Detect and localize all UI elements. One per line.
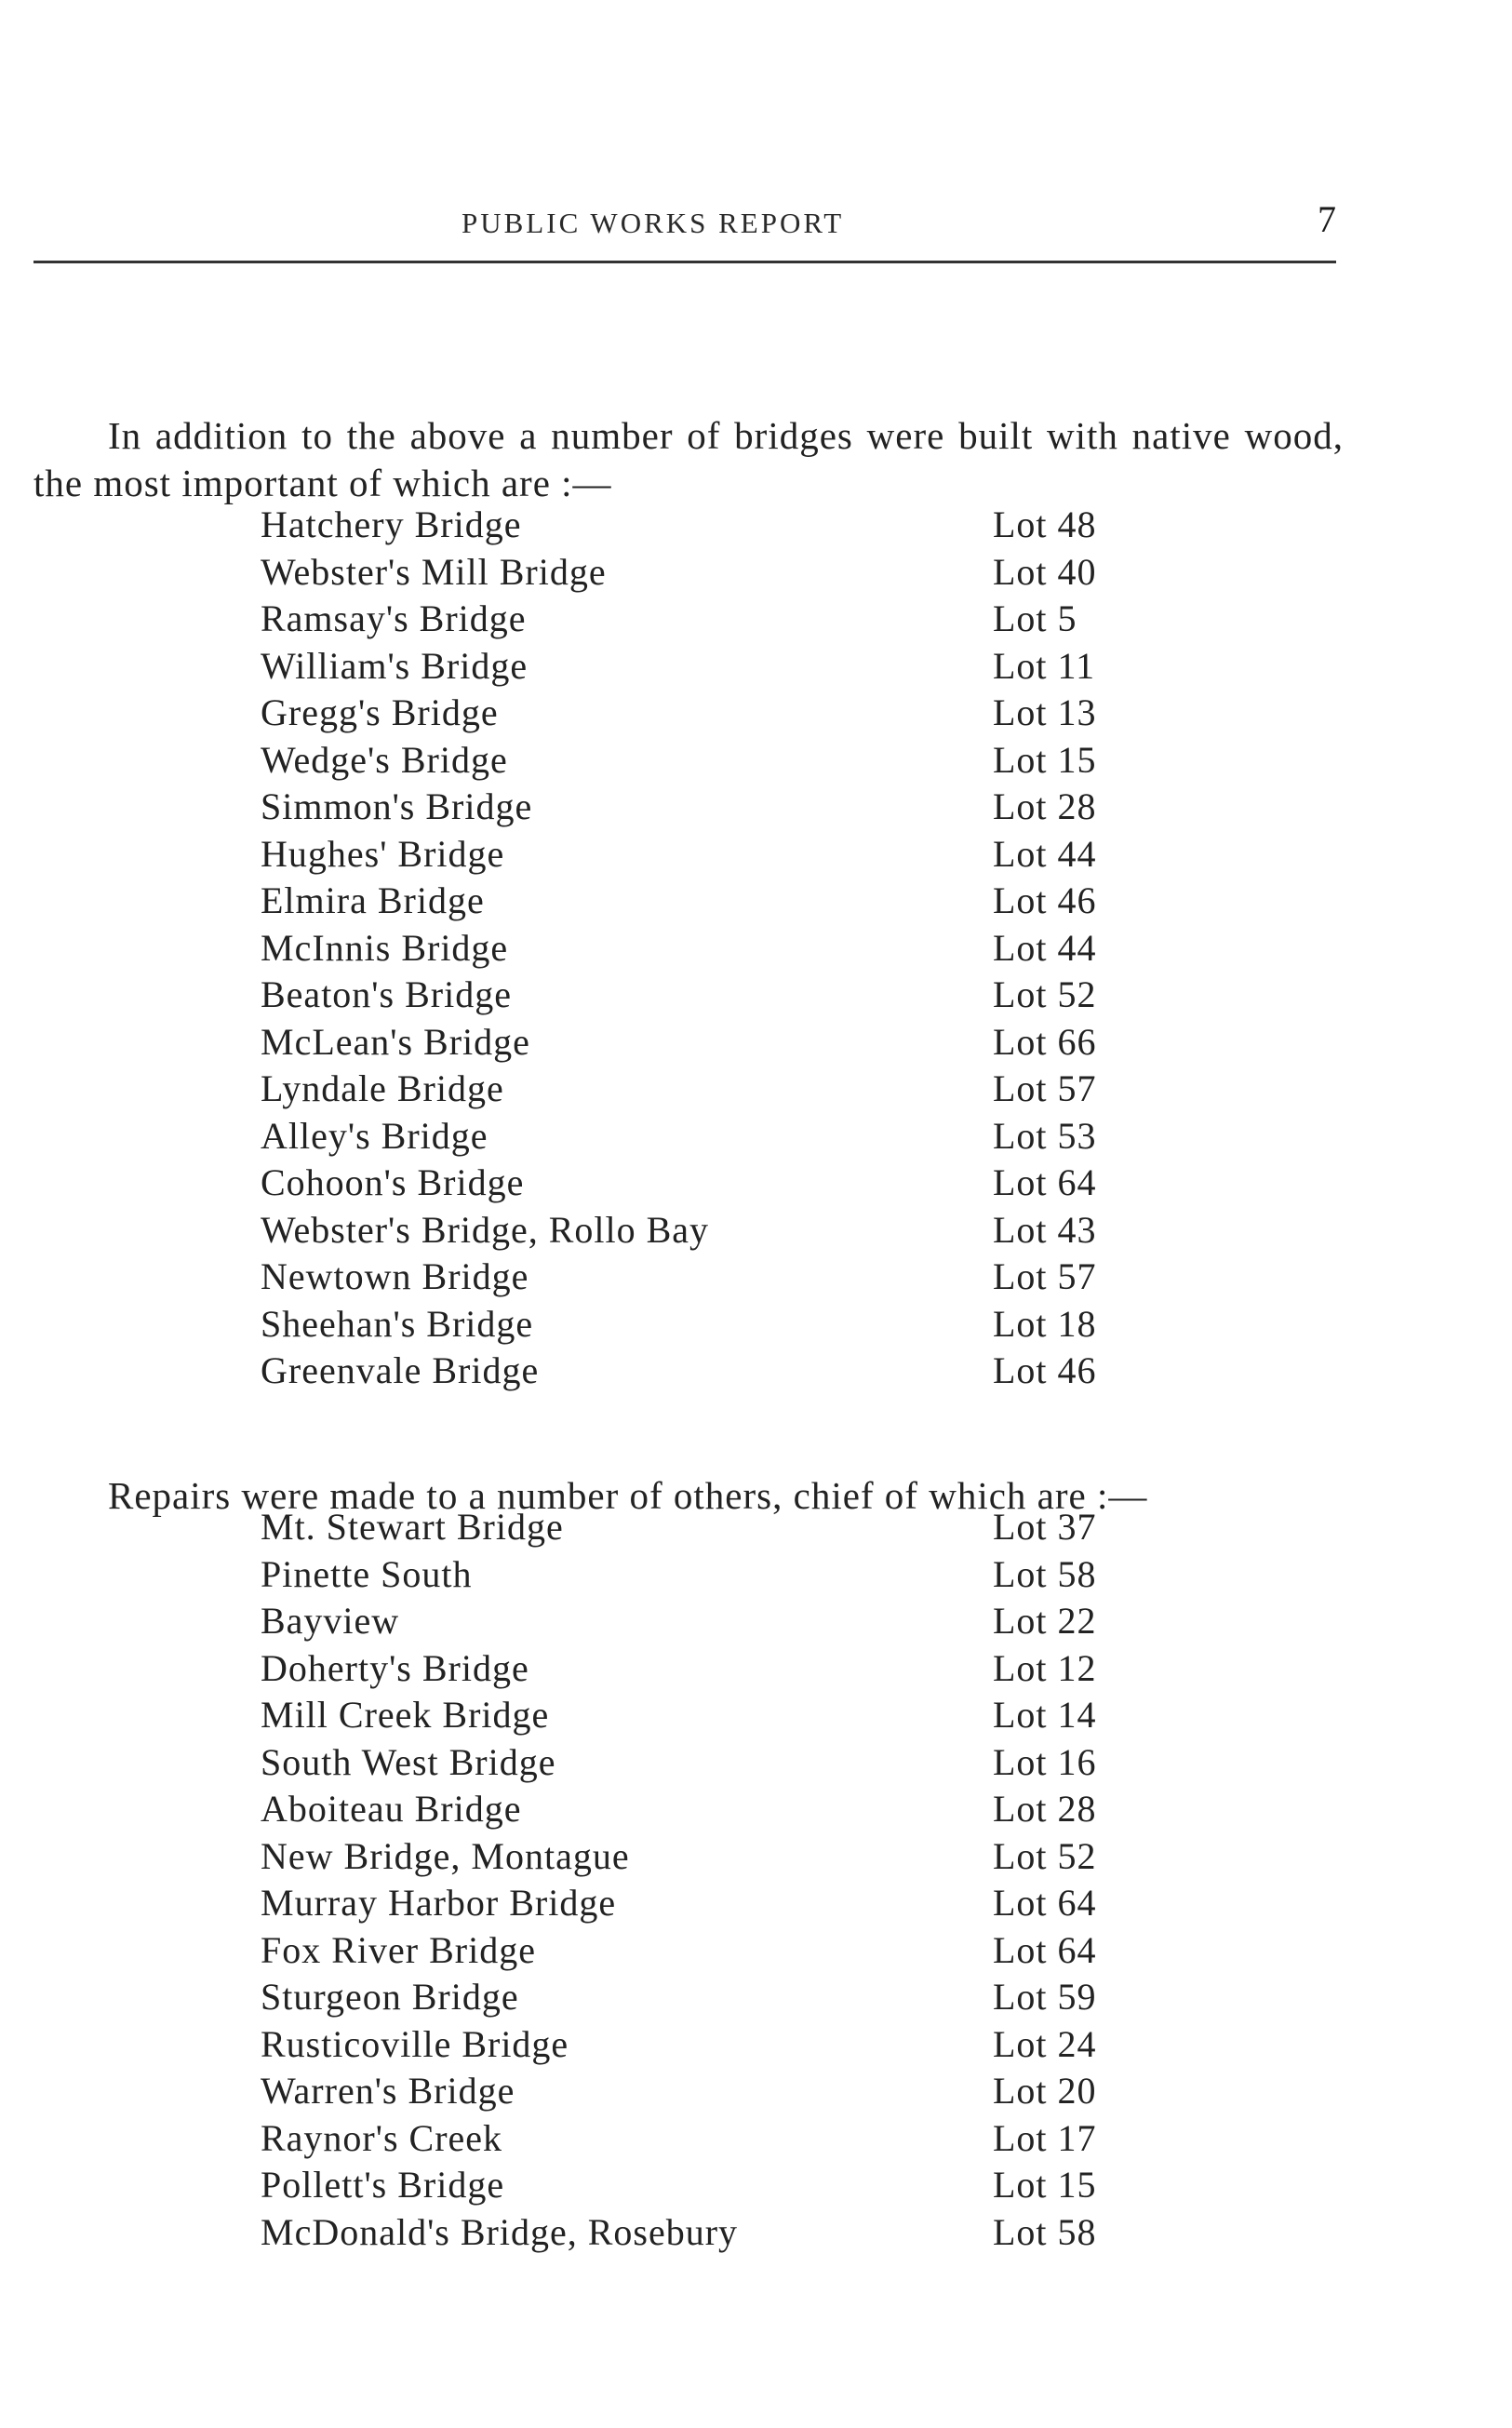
bridge-name: Cohoon's Bridge — [261, 1161, 525, 1203]
bridge-lot: Lot 24 — [993, 2022, 1097, 2065]
bridge-lot: Lot 28 — [993, 1788, 1097, 1830]
bridge-name: South West Bridge — [261, 1740, 556, 1783]
bridge-name: Raynor's Creek — [261, 2116, 503, 2159]
bridge-name: Doherty's Bridge — [261, 1646, 529, 1689]
bridge-row — [261, 878, 1144, 925]
bridge-lot: Lot 64 — [993, 1882, 1097, 1924]
bridge-lot: Lot 57 — [993, 1067, 1097, 1109]
bridge-row — [261, 925, 1144, 973]
bridge-lot: Lot 22 — [993, 1600, 1097, 1642]
bridge-name: Mill Creek Bridge — [261, 1694, 550, 1736]
bridge-lot: Lot 52 — [993, 1834, 1097, 1877]
bridge-lot: Lot 59 — [993, 1976, 1097, 2018]
bridge-row — [261, 2115, 1144, 2163]
bridge-lot: Lot 44 — [993, 832, 1097, 875]
bridge-name: Pollett's Bridge — [261, 2164, 505, 2206]
bridge-row — [261, 1927, 1144, 1975]
running-header — [33, 197, 1336, 244]
bridge-name: Bayview — [261, 1600, 400, 1642]
built-bridges-list — [261, 502, 1144, 1395]
bridge-lot: Lot 52 — [993, 973, 1097, 1015]
bridge-row — [261, 1739, 1144, 1787]
bridge-lot: Lot 15 — [993, 2164, 1097, 2206]
bridge-name: Pinette South — [261, 1552, 473, 1595]
bridge-row — [261, 690, 1144, 737]
repaired-bridges-list — [261, 1504, 1144, 2256]
bridge-row — [261, 784, 1144, 831]
bridge-row — [261, 737, 1144, 785]
bridge-name: Fox River Bridge — [261, 1928, 536, 1971]
bridge-lot: Lot 58 — [993, 2210, 1097, 2253]
bridge-lot: Lot 64 — [993, 1928, 1097, 1971]
bridge-name: McLean's Bridge — [261, 1020, 530, 1063]
bridge-row — [261, 596, 1144, 643]
bridge-name: Wedge's Bridge — [261, 738, 508, 781]
bridge-row — [261, 1833, 1144, 1881]
bridge-row — [261, 1207, 1144, 1254]
bridge-lot: Lot 13 — [993, 691, 1097, 733]
bridge-row — [261, 502, 1144, 549]
bridge-row — [261, 1160, 1144, 1207]
bridge-row — [261, 1645, 1144, 1693]
bridge-name: Newtown Bridge — [261, 1255, 529, 1297]
bridge-row — [261, 1551, 1144, 1599]
bridge-row — [261, 1066, 1144, 1113]
bridge-name: Gregg's Bridge — [261, 691, 499, 733]
bridge-name: Beaton's Bridge — [261, 973, 512, 1015]
page-number: 7 — [1318, 198, 1336, 240]
bridge-lot: Lot 57 — [993, 1255, 1097, 1297]
bridge-name: McInnis Bridge — [261, 926, 509, 969]
bridge-row — [261, 1880, 1144, 1927]
bridge-lot: Lot 28 — [993, 785, 1097, 827]
bridge-row — [261, 1113, 1144, 1160]
bridge-lot: Lot 40 — [993, 550, 1097, 593]
bridge-lot: Lot 66 — [993, 1020, 1097, 1063]
bridge-lot: Lot 64 — [993, 1161, 1097, 1203]
bridge-row — [261, 1019, 1144, 1066]
bridge-name: Rusticoville Bridge — [261, 2022, 569, 2065]
bridge-name: Webster's Mill Bridge — [261, 550, 607, 593]
bridge-name: Alley's Bridge — [261, 1114, 488, 1157]
bridge-row — [261, 1504, 1144, 1551]
bridge-name: Simmon's Bridge — [261, 785, 533, 827]
bridge-name: William's Bridge — [261, 644, 529, 687]
bridge-name: Mt. Stewart Bridge — [261, 1506, 564, 1548]
bridge-row — [261, 1254, 1144, 1301]
bridge-row — [261, 2021, 1144, 2069]
repairs-paragraph: Repairs were made to a number of others, chief of which are :— — [108, 1474, 1148, 1517]
bridge-lot: Lot 44 — [993, 926, 1097, 969]
bridge-lot: Lot 5 — [993, 597, 1077, 639]
bridge-name: Hughes' Bridge — [261, 832, 505, 875]
bridge-lot: Lot 48 — [993, 503, 1097, 545]
bridge-row — [261, 549, 1144, 597]
bridge-name: Webster's Bridge, Rollo Bay — [261, 1208, 710, 1251]
bridge-row — [261, 643, 1144, 691]
bridge-name: New Bridge, Montague — [261, 1834, 630, 1877]
bridge-lot: Lot 12 — [993, 1646, 1097, 1689]
bridge-row — [261, 2162, 1144, 2209]
bridge-row — [261, 1598, 1144, 1645]
bridge-row — [261, 2209, 1144, 2257]
bridge-lot: Lot 14 — [993, 1694, 1097, 1736]
bridge-name: Greenvale Bridge — [261, 1349, 540, 1391]
bridge-name: Warren's Bridge — [261, 2070, 515, 2112]
bridge-name: Ramsay's Bridge — [261, 597, 527, 639]
bridge-row — [261, 972, 1144, 1019]
bridge-name: Elmira Bridge — [261, 879, 485, 921]
bridge-row — [261, 1786, 1144, 1833]
bridge-name: McDonald's Bridge, Rosebury — [261, 2210, 739, 2253]
bridge-name: Hatchery Bridge — [261, 503, 522, 545]
bridge-lot: Lot 43 — [993, 1208, 1097, 1251]
bridge-row — [261, 2068, 1144, 2115]
bridge-lot: Lot 17 — [993, 2116, 1097, 2159]
bridge-name: Sturgeon Bridge — [261, 1976, 519, 2018]
bridge-name: Aboiteau Bridge — [261, 1788, 522, 1830]
header-rule — [33, 261, 1336, 263]
bridge-lot: Lot 37 — [993, 1506, 1097, 1548]
bridge-lot: Lot 16 — [993, 1740, 1097, 1783]
bridge-lot: Lot 20 — [993, 2070, 1097, 2112]
bridge-lot: Lot 46 — [993, 879, 1097, 921]
intro-paragraph: In addition to the above a number of bridges were built with native wood, the most important of which are :— — [33, 414, 1344, 504]
running-title: PUBLIC WORKS REPORT — [462, 207, 845, 239]
bridge-lot: Lot 18 — [993, 1302, 1097, 1345]
bridge-row — [261, 1692, 1144, 1739]
bridge-row — [261, 1348, 1144, 1395]
bridge-row — [261, 831, 1144, 879]
bridge-lot: Lot 11 — [993, 644, 1096, 687]
bridge-name: Murray Harbor Bridge — [261, 1882, 617, 1924]
bridge-name: Lyndale Bridge — [261, 1067, 504, 1109]
bridge-row — [261, 1301, 1144, 1348]
bridge-row — [261, 1974, 1144, 2021]
bridge-lot: Lot 53 — [993, 1114, 1097, 1157]
bridge-lot: Lot 15 — [993, 738, 1097, 781]
bridge-lot: Lot 58 — [993, 1552, 1097, 1595]
bridge-name: Sheehan's Bridge — [261, 1302, 534, 1345]
bridge-lot: Lot 46 — [993, 1349, 1097, 1391]
